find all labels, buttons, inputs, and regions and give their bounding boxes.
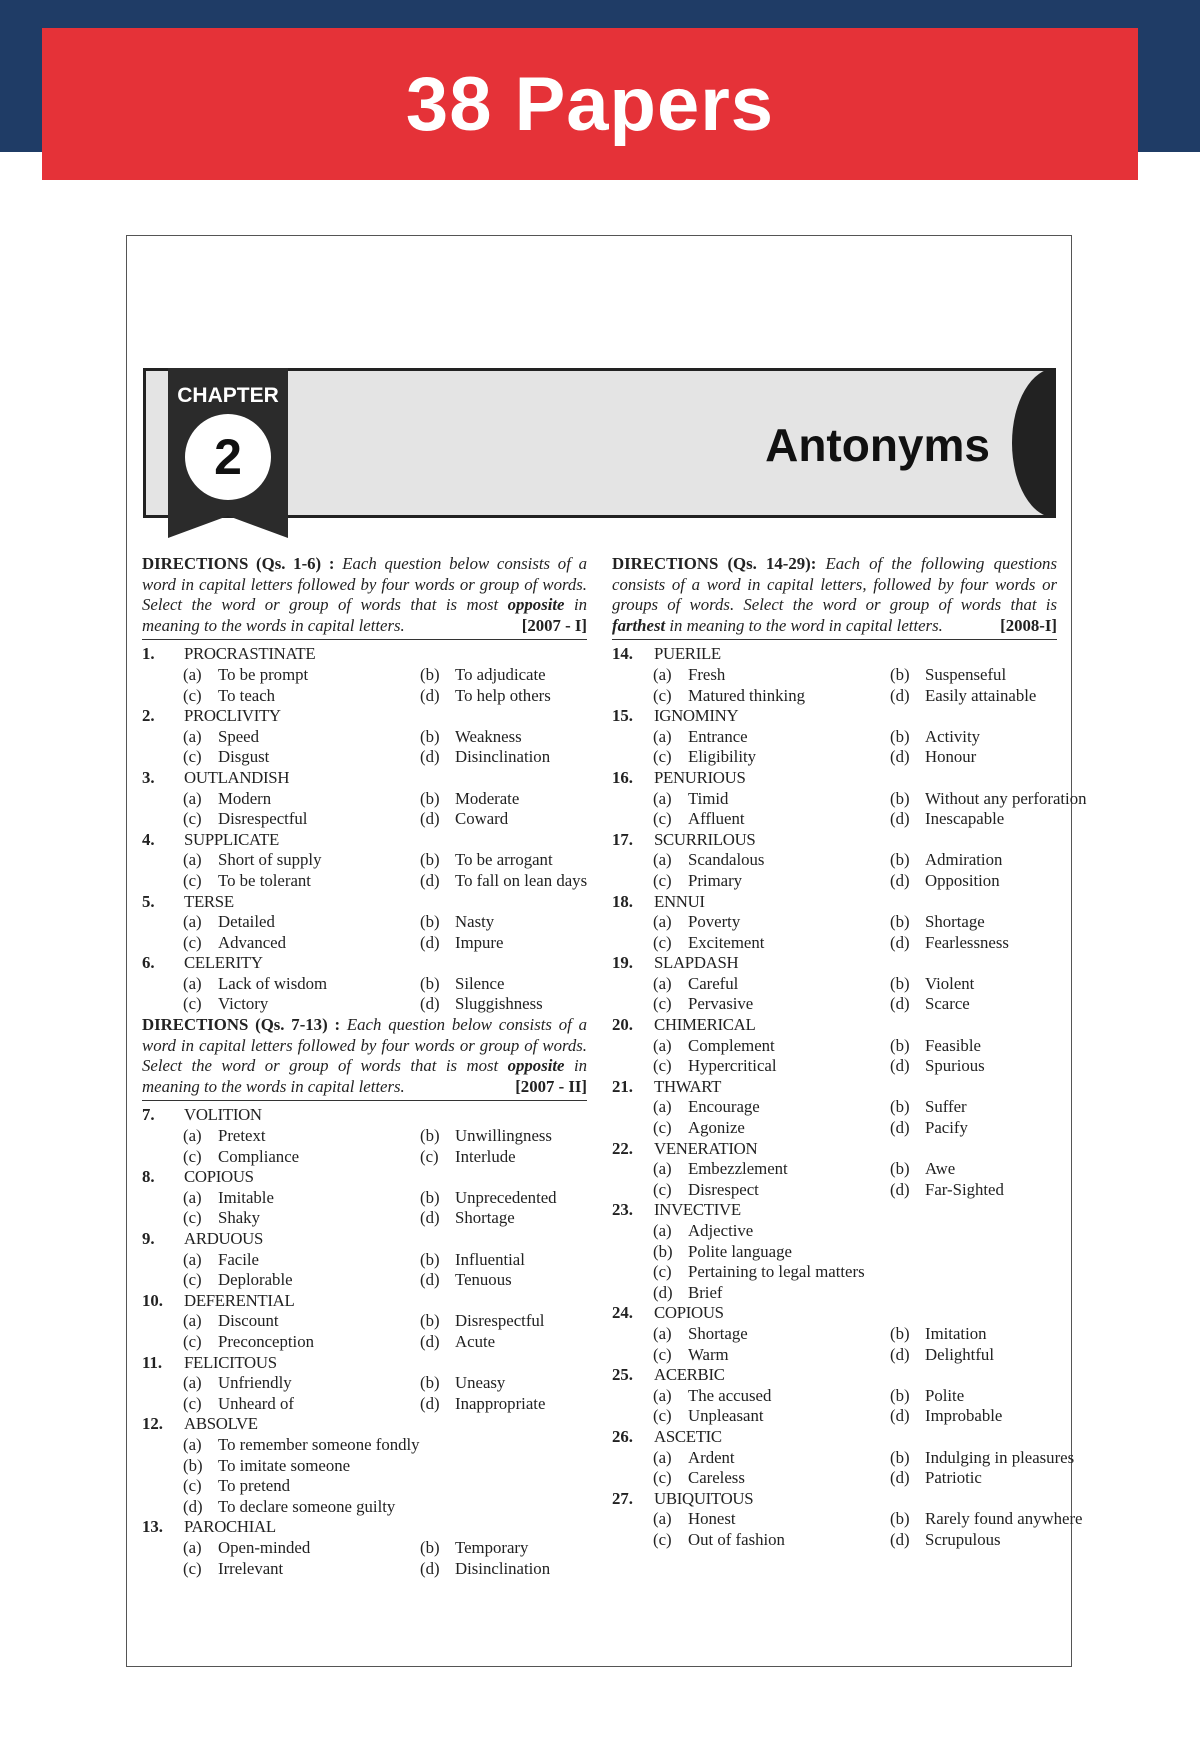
option-c: (c) Compliance xyxy=(183,1146,300,1166)
option-d: (d) Opposition xyxy=(890,870,1000,890)
question-word: COPIOUS xyxy=(654,1303,724,1323)
question-7 xyxy=(142,1105,587,1167)
option-c: (c) Unpleasant xyxy=(653,1406,764,1426)
option-a: (a) Poverty xyxy=(653,912,741,932)
option-a: (a) Shortage xyxy=(653,1323,748,1343)
question-word: VOLITION xyxy=(184,1105,262,1125)
option-a: (a) Fresh xyxy=(653,664,726,684)
option-b: (b) Awe xyxy=(890,1159,956,1179)
option-b: (b) Moderate xyxy=(420,788,520,808)
question-22 xyxy=(612,1139,1057,1201)
question-word: IGNOMINY xyxy=(654,706,739,726)
question-14 xyxy=(612,644,1057,706)
question-27 xyxy=(612,1488,1083,1551)
option-a: (a) The accused xyxy=(653,1385,772,1405)
question-2 xyxy=(142,706,587,768)
question-number: 10. xyxy=(142,1290,163,1310)
option-b: (b) Suffer xyxy=(890,1097,967,1117)
question-word: PENURIOUS xyxy=(654,767,746,787)
option-c: (c) Matured thinking xyxy=(653,685,805,705)
question-number: 23. xyxy=(612,1200,633,1220)
option-d: (d) Spurious xyxy=(890,1056,985,1076)
directions-text: in meaning to the word in capital letters. xyxy=(669,615,943,635)
chapter-label: CHAPTER xyxy=(177,384,279,407)
question-word: SUPPLICATE xyxy=(184,829,279,849)
question-number: 9. xyxy=(142,1229,155,1248)
option-c: (c) Disrespectful xyxy=(183,809,308,829)
question-19 xyxy=(612,953,1057,1015)
option-c: (c) Eligibility xyxy=(653,747,757,767)
directions-heading: DIRECTIONS (Qs. 1-6) : xyxy=(142,554,335,573)
question-8 xyxy=(142,1167,587,1229)
question-24 xyxy=(612,1303,1057,1365)
question-number: 19. xyxy=(612,953,633,973)
directions-block xyxy=(612,554,1057,640)
question-number: 24. xyxy=(612,1303,633,1323)
question-number: 6. xyxy=(142,953,155,973)
option-d: (d) Disinclination xyxy=(420,747,551,767)
option-c: (c) Unheard of xyxy=(183,1393,294,1413)
question-18 xyxy=(612,892,1057,954)
question-word: CELERITY xyxy=(184,953,263,973)
option-a: (a) Embezzlement xyxy=(653,1159,788,1179)
option-d: (d) Scrupulous xyxy=(890,1529,1001,1549)
directions-text: Each question below consists of a word in capital letters followed by four words or group of words. Select the word or group of words that is most xyxy=(142,1015,588,1076)
option-d: (d) Improbable xyxy=(890,1406,1003,1426)
option-c: (c) To teach xyxy=(183,685,276,705)
option-b: (b) Temporary xyxy=(420,1537,529,1557)
option-c: (c) Advanced xyxy=(183,932,287,952)
question-number: 15. xyxy=(612,706,633,726)
question-number: 5. xyxy=(142,891,155,911)
option-d: (d) Inescapable xyxy=(890,809,1005,829)
option-d: (d) Easily attainable xyxy=(890,685,1037,705)
option-c: (c) Irrelevant xyxy=(183,1558,284,1578)
exam-year: [2007 - II] xyxy=(515,1076,587,1096)
option-c: (c) Preconception xyxy=(183,1331,314,1351)
option-d: (d) Patriotic xyxy=(890,1468,982,1488)
question-word: FELICITOUS xyxy=(184,1352,277,1372)
title-banner xyxy=(42,28,1138,180)
option-d: (d) Fearlessness xyxy=(890,932,1009,952)
option-d: (d) To fall on lean days xyxy=(420,870,588,890)
question-9 xyxy=(142,1229,587,1291)
option-a: (a) Entrance xyxy=(653,726,748,746)
option-a: (a) Unfriendly xyxy=(183,1373,292,1393)
banner-title: 38 Papers xyxy=(405,61,775,147)
question-number: 27. xyxy=(612,1488,633,1508)
option-b: (b) Unprecedented xyxy=(420,1187,557,1207)
option-c: (c) Disgust xyxy=(183,747,270,767)
question-word: OUTLANDISH xyxy=(184,767,290,787)
option-d: (d) Inappropriate xyxy=(420,1393,546,1413)
option-b: (b) Weakness xyxy=(420,726,522,746)
option-c: (c) Disrespect xyxy=(653,1179,759,1199)
question-word: ACERBIC xyxy=(654,1365,725,1385)
question-number: 3. xyxy=(142,767,155,787)
question-word: COPIOUS xyxy=(184,1167,254,1187)
option-b: (b) Polite language xyxy=(653,1241,792,1261)
question-25 xyxy=(612,1365,1057,1427)
question-number: 2. xyxy=(142,706,155,726)
question-word: INVECTIVE xyxy=(654,1200,741,1220)
option-b: (b) Nasty xyxy=(420,912,495,932)
question-number: 16. xyxy=(612,767,633,787)
question-word: ARDUOUS xyxy=(184,1229,264,1248)
question-word: SLAPDASH xyxy=(654,953,739,973)
option-c: (c) Hypercritical xyxy=(653,1056,777,1076)
option-c: (c) Warm xyxy=(653,1344,729,1364)
option-a: (a) Lack of wisdom xyxy=(183,973,328,993)
option-b: (b) Disrespectful xyxy=(420,1311,545,1331)
option-d: (d) Acute xyxy=(420,1331,496,1351)
question-23 xyxy=(612,1200,1057,1303)
option-a: (a) To remember someone fondly xyxy=(183,1434,420,1454)
chapter-number: 2 xyxy=(185,414,271,500)
question-21 xyxy=(612,1077,1057,1139)
question-number: 1. xyxy=(142,644,155,664)
question-number: 13. xyxy=(142,1517,163,1537)
question-number: 22. xyxy=(612,1138,633,1158)
option-c: (c) Pervasive xyxy=(653,994,754,1014)
question-number: 25. xyxy=(612,1365,633,1385)
question-13 xyxy=(142,1517,587,1579)
question-word: PAROCHIAL xyxy=(184,1517,276,1537)
option-b: (b) Without any perforation xyxy=(890,788,1087,808)
question-word: CHIMERICAL xyxy=(654,1015,756,1035)
option-a: (a) Discount xyxy=(183,1311,279,1331)
question-11 xyxy=(142,1353,587,1415)
option-d: (d) Disinclination xyxy=(420,1558,551,1578)
option-a: (a) Encourage xyxy=(653,1097,760,1117)
option-c: (c) Careless xyxy=(653,1468,745,1488)
option-d: (d) Honour xyxy=(890,747,977,767)
option-c: (c) Excitement xyxy=(653,932,765,952)
option-b: (b) Indulging in pleasures xyxy=(890,1447,1075,1467)
option-d: (d) Delightful xyxy=(890,1344,994,1364)
exam-year: [2008-I] xyxy=(1000,615,1057,635)
question-word: ABSOLVE xyxy=(184,1414,258,1434)
option-b: (b) Influential xyxy=(420,1249,525,1269)
option-a: (a) Speed xyxy=(183,726,260,746)
question-number: 21. xyxy=(612,1076,633,1096)
question-10 xyxy=(142,1291,587,1353)
question-word: SCURRILOUS xyxy=(654,829,756,849)
option-b: (b) Suspenseful xyxy=(890,664,1007,684)
directions-block xyxy=(142,1015,587,1101)
question-word: TERSE xyxy=(184,891,234,911)
question-number: 4. xyxy=(142,829,155,849)
option-d: (d) Far-Sighted xyxy=(890,1179,1004,1199)
option-a: (a) Ardent xyxy=(653,1447,735,1467)
option-d: (d) Tenuous xyxy=(420,1270,512,1290)
directions-text: Each of the following questions consists of a word in capital letters, followed by four words or groups of words. Select the word or group of words that is xyxy=(612,554,1057,615)
option-a: (a) Modern xyxy=(183,788,272,808)
question-16 xyxy=(612,767,1087,830)
option-d: (d) Impure xyxy=(420,932,504,952)
question-5 xyxy=(142,892,587,954)
option-d: (d) To declare someone guilty xyxy=(183,1496,396,1516)
option-b: (b) Feasible xyxy=(890,1035,981,1055)
option-d: (d) Brief xyxy=(653,1282,723,1302)
chapter-title: Antonyms xyxy=(765,419,990,471)
option-b: (b) Admiration xyxy=(890,850,1003,870)
question-word: PUERILE xyxy=(654,644,721,664)
question-12 xyxy=(142,1414,587,1517)
question-number: 8. xyxy=(142,1167,155,1187)
option-a: (a) Honest xyxy=(653,1509,736,1529)
option-a: (a) Timid xyxy=(653,788,729,808)
question-number: 18. xyxy=(612,891,633,911)
question-15 xyxy=(612,706,1057,768)
question-word: THWART xyxy=(654,1076,722,1096)
option-c: (c) To be tolerant xyxy=(183,870,311,890)
question-number: 20. xyxy=(612,1015,633,1035)
directions-text: in meaning to the words in capital letters. xyxy=(142,1056,587,1096)
question-word: ENNUI xyxy=(654,891,705,911)
left-column xyxy=(142,554,587,1579)
option-a: (a) Pretext xyxy=(183,1126,266,1146)
option-b: (b) Unwillingness xyxy=(420,1126,552,1146)
right-column xyxy=(612,554,1087,1551)
option-c: (c) Pertaining to legal matters xyxy=(653,1262,865,1282)
option-d: (d) Sluggishness xyxy=(420,994,543,1014)
option-a: (a) Open-minded xyxy=(183,1537,311,1557)
question-number: 17. xyxy=(612,829,633,849)
option-a: (a) Short of supply xyxy=(183,850,322,870)
question-number: 7. xyxy=(142,1105,155,1125)
option-d: (d) Shortage xyxy=(420,1208,515,1228)
question-word: UBIQUITOUS xyxy=(654,1488,754,1508)
option-c: (c) Affluent xyxy=(653,809,745,829)
option-b: (b) To imitate someone xyxy=(183,1455,351,1475)
option-a: (a) Careful xyxy=(653,973,739,993)
option-b: (b) Violent xyxy=(890,973,975,993)
option-b: (b) Uneasy xyxy=(420,1373,506,1393)
option-a: (a) Imitable xyxy=(183,1187,274,1207)
question-3 xyxy=(142,768,587,830)
question-word: DEFERENTIAL xyxy=(184,1290,295,1310)
option-b: (b) Polite xyxy=(890,1385,965,1405)
option-c: (c) Primary xyxy=(653,870,743,890)
option-a: (a) Facile xyxy=(183,1249,260,1269)
option-c-second: (c) Interlude xyxy=(420,1146,516,1166)
option-c: (c) Victory xyxy=(183,994,269,1014)
option-b: (b) Shortage xyxy=(890,912,985,932)
option-a: (a) Scandalous xyxy=(653,850,765,870)
option-a: (a) Complement xyxy=(653,1035,775,1055)
option-d: (d) Scarce xyxy=(890,994,970,1014)
chapter-bar-endcap xyxy=(1012,368,1056,518)
directions-emphasis: opposite xyxy=(507,1056,565,1076)
option-d: (d) Pacify xyxy=(890,1118,968,1138)
question-number: 26. xyxy=(612,1426,633,1446)
option-c: (c) Deplorable xyxy=(183,1270,293,1290)
option-c: (c) Out of fashion xyxy=(653,1529,785,1549)
exam-year: [2007 - I] xyxy=(521,615,587,635)
question-6 xyxy=(142,953,587,1015)
option-b: (b) To be arrogant xyxy=(420,850,553,870)
directions-heading: DIRECTIONS (Qs. 14-29): xyxy=(612,554,817,573)
option-c: (c) Shaky xyxy=(183,1208,260,1228)
option-c: (c) Agonize xyxy=(653,1118,745,1138)
option-a: (a) To be prompt xyxy=(183,664,309,684)
option-d: (d) To help others xyxy=(420,685,551,705)
option-d: (d) Coward xyxy=(420,809,509,829)
directions-emphasis: farthest xyxy=(612,615,666,635)
option-b: (b) Rarely found anywhere xyxy=(890,1509,1083,1529)
option-c: (c) To pretend xyxy=(183,1476,290,1496)
directions-text: Each question below consists of a word in capital letters followed by four words or group of words. Select the word or group of words that is most xyxy=(142,554,588,615)
directions-heading: DIRECTIONS (Qs. 7-13) : xyxy=(142,1015,341,1035)
question-word: VENERATION xyxy=(654,1138,758,1158)
question-1 xyxy=(142,644,587,706)
option-b: (b) Imitation xyxy=(890,1323,987,1343)
option-b: (b) Silence xyxy=(420,973,505,993)
option-a: (a) Detailed xyxy=(183,912,275,932)
directions-text: in meaning to the words in capital letters. xyxy=(142,595,587,635)
question-26 xyxy=(612,1426,1075,1489)
option-b: (b) To adjudicate xyxy=(420,664,546,684)
question-20 xyxy=(612,1015,1057,1077)
question-number: 12. xyxy=(142,1414,163,1434)
option-b: (b) Activity xyxy=(890,726,980,746)
question-word: PROCLIVITY xyxy=(184,706,281,726)
question-word: ASCETIC xyxy=(654,1426,722,1446)
question-number: 11. xyxy=(142,1352,163,1372)
question-number: 14. xyxy=(612,644,633,664)
option-a: (a) Adjective xyxy=(653,1221,754,1240)
question-4 xyxy=(142,830,587,892)
directions-emphasis: opposite xyxy=(507,595,565,615)
question-17 xyxy=(612,830,1057,892)
question-word: PROCRASTINATE xyxy=(184,644,316,664)
directions-block xyxy=(142,554,587,640)
